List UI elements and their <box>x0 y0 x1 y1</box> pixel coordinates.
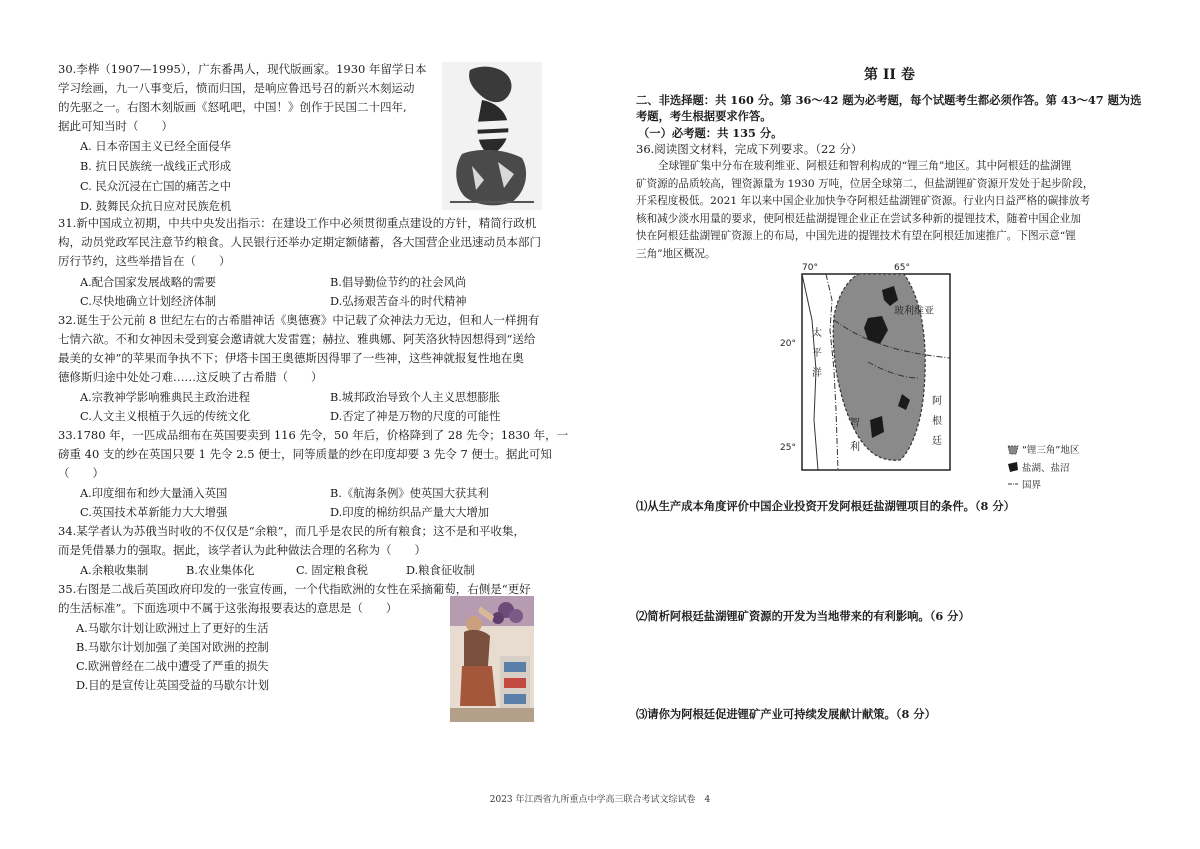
legend-border: 国界 <box>1022 480 1042 491</box>
q30-option-b: B. 抗日民族统一战线正式形成 <box>80 160 232 173</box>
argentina-label-1: 阿 <box>932 396 942 407</box>
q31-option-d: D.弘扬艰苦奋斗的时代精神 <box>330 295 467 308</box>
q32-line-4: 德修斯归途中处处刁难……这反映了古希腊（ ） <box>58 370 323 384</box>
q33-option-a: A.印度细布和纱大量涌入英国 <box>80 487 228 500</box>
chile-label-1: 智 <box>850 418 860 429</box>
lat-25-label: 25° <box>780 443 796 453</box>
sub-title: （一）必考题：共 135 分。 <box>638 126 783 140</box>
q35-option-a: A.马歇尔计划让欧洲过上了更好的生活 <box>76 622 269 635</box>
q35-option-b: B.马歇尔计划加强了美国对欧洲的控制 <box>76 641 269 654</box>
q30-line-2: 学习绘画，九一八事变后，愤而归国，是响应鲁迅号召的新兴木刻运动 <box>58 81 415 95</box>
q34-option-c: C. 固定粮食税 <box>296 564 368 577</box>
q32-option-a: A.宗教神学影响雅典民主政治进程 <box>80 391 250 404</box>
q30-option-c: C. 民众沉浸在亡国的痛苦之中 <box>80 180 231 193</box>
q35-option-d: D.目的是宣传让英国受益的马歇尔计划 <box>76 679 269 692</box>
lat-20-label: 20° <box>780 339 796 349</box>
section-title: 第 II 卷 <box>864 67 915 83</box>
lon-70-label: 70° <box>802 263 818 273</box>
q36-line-1: 全球锂矿集中分布在玻利维亚、阿根廷和智利构成的“锂三角”地区。其中阿根廷的盐湖锂 <box>658 160 1072 172</box>
q31-line-3: 厉行节约，这些举措旨在（ ） <box>58 254 231 268</box>
q36-line-4: 核和减少淡水用量的要求，使阿根廷盐湖提锂企业正在尝试多种新的提锂技术，随着中国企业加 <box>636 212 1081 225</box>
woodcut-illustration <box>442 62 542 210</box>
q33-line-2: 磅重 40 支的纱在英国只要 1 先令 2.5 便士，同等质量的纱在印度却要 3 先令 7 便士。据此可知 <box>58 447 552 461</box>
q31-option-b: B.倡导勤俭节约的社会风尚 <box>330 276 467 289</box>
legend-salt-lake: 盐湖、盐沼 <box>1022 463 1070 474</box>
q32-line-3: 最美的女神”的苹果而争执不下；伊塔卡国王奥德斯因得罪了一些神，这些神就报复性地在奥 <box>58 351 524 365</box>
bolivia-label: 玻利维亚 <box>894 306 934 317</box>
q33-line-1: 33.1780 年，一匹成品细布在英国要卖到 116 先令，50 年后，价格降到了 28 先令；1830 年，一 <box>58 428 569 442</box>
q30-option-d: D. 鼓舞民众抗日应对民族危机 <box>80 200 232 213</box>
q32-option-c: C.人文主义根植于久远的传统文化 <box>80 410 250 423</box>
intro-line-2: 考题，考生根据要求作答。 <box>636 109 772 123</box>
q31-option-a: A.配合国家发展战略的需要 <box>80 276 217 289</box>
q36-line-2: 矿资源的品质较高，锂资源量为 1930 万吨，位居全球第二，但盐湖锂矿资源开发处于起步阶段， <box>636 177 1094 190</box>
q33-option-d: D.印度的棉纺织品产量大大增加 <box>330 506 490 519</box>
q35-line-1: 35.右图是二战后英国政府印发的一张宣传画，一个代指欧洲的女性在采摘葡萄，右侧是“更好 <box>58 582 531 596</box>
chile-label-2: 利 <box>850 442 860 453</box>
q30-line-3: 的先驱之一。右图木刻版画《怒吼吧，中国！》创作于民国二十四年, <box>58 100 407 114</box>
q36-line-6: 三角”地区概况。 <box>636 247 716 260</box>
q31-line-1: 31.新中国成立初期，中共中央发出指示：在建设工作中必须贯彻重点建设的方针，精简行政机 <box>58 216 537 230</box>
lon-65-label: 65° <box>894 263 910 273</box>
lithium-triangle-map <box>772 260 1002 490</box>
poster-illustration <box>450 596 534 722</box>
sub-question-2: ⑵简析阿根廷盐湖锂矿资源的开发为当地带来的有利影响。（6 分） <box>636 609 970 623</box>
q30-option-a: A. 日本帝国主义已经全面侵华 <box>80 140 231 153</box>
q34-line-2: 而是凭借暴力的强取。据此，该学者认为此种做法合理的名称为（ ） <box>58 543 426 557</box>
sub-question-3: ⑶请你为阿根廷促进锂矿产业可持续发展献计献策。（8 分） <box>636 707 936 721</box>
argentina-label-3: 廷 <box>932 436 942 447</box>
pacific-label-2: 平 <box>812 348 822 359</box>
q36-head: 36.阅读图文材料，完成下列要求。（22 分） <box>636 142 863 156</box>
q36-line-5: 快在阿根廷盐湖锂矿资源上的布局，中国先进的提锂技术有望在阿根廷加速推广。下图示意“锂 <box>636 230 1076 242</box>
sub-question-1: ⑴从生产成本角度评价中国企业投资开发阿根廷盐湖锂项目的条件。（8 分） <box>636 499 1015 513</box>
argentina-label-2: 根 <box>932 416 942 427</box>
q32-line-1: 32.诞生于公元前 8 世纪左右的古希腊神话《奥德赛》中记载了众神法力无边，但和人一样拥有 <box>58 313 540 327</box>
q34-line-1: 34.某学者认为苏俄当时收的不仅仅是“余粮”，而几乎是农民的所有粮食；这不是和平收集， <box>58 524 526 538</box>
q33-option-b: B.《航海条例》使英国大获其利 <box>330 487 489 500</box>
q30-line-1: 30.李桦（1907—1995），广东番禺人，现代版画家。1930 年留学日本 <box>58 62 427 76</box>
q31-option-c: C.尽快地确立计划经济体制 <box>80 295 217 308</box>
legend-lithium-triangle: “锂三角”地区 <box>1022 445 1080 456</box>
q35-line-2: 的生活标准”。下面选项中不属于这张海报要表达的意思是（ ） <box>58 601 398 615</box>
q34-option-a: A.余粮收集制 <box>80 564 149 577</box>
map-legend <box>1006 440 1126 500</box>
q36-line-3: 开采程度极低。2021 年以来中国企业加快争夺阿根廷盐湖锂矿资源。行业内日益严格的碳排放考 <box>636 195 1091 207</box>
intro-line-1: 二、非选择题：共 160 分。第 36～42 题为必考题，每个试题考生都必须作答。第 43～47 题为选 <box>636 93 1142 107</box>
page-footer: 2023 年江西省九所重点中学高三联合考试文综试卷 4 <box>489 795 711 805</box>
q35-option-c: C.欧洲曾经在二战中遭受了严重的损失 <box>76 660 269 673</box>
pacific-label-3: 洋 <box>812 368 822 379</box>
q32-line-2: 七情六欲。不和女神因未受到宴会邀请就大发雷霆；赫拉、雅典娜、阿芙洛狄特因想得到“送给 <box>58 332 536 346</box>
q34-option-d: D.粮食征收制 <box>406 564 475 577</box>
q32-option-b: B.城邦政治导致个人主义思想膨胀 <box>330 391 501 404</box>
q33-line-3: （ ） <box>58 466 104 480</box>
q30-line-4: 据此可知当时（ ） <box>58 119 173 133</box>
q31-line-2: 构，动员党政军民注意节约粮食。人民银行还举办定期定额储蓄，各大国营企业迅速动员本部门 <box>58 235 541 249</box>
q33-option-c: C.英国技术革新能力大大增强 <box>80 506 228 519</box>
pacific-label-1: 太 <box>812 328 822 339</box>
q32-option-d: D.否定了神是万物的尺度的可能性 <box>330 410 501 423</box>
q34-option-b: B.农业集体化 <box>186 564 255 577</box>
